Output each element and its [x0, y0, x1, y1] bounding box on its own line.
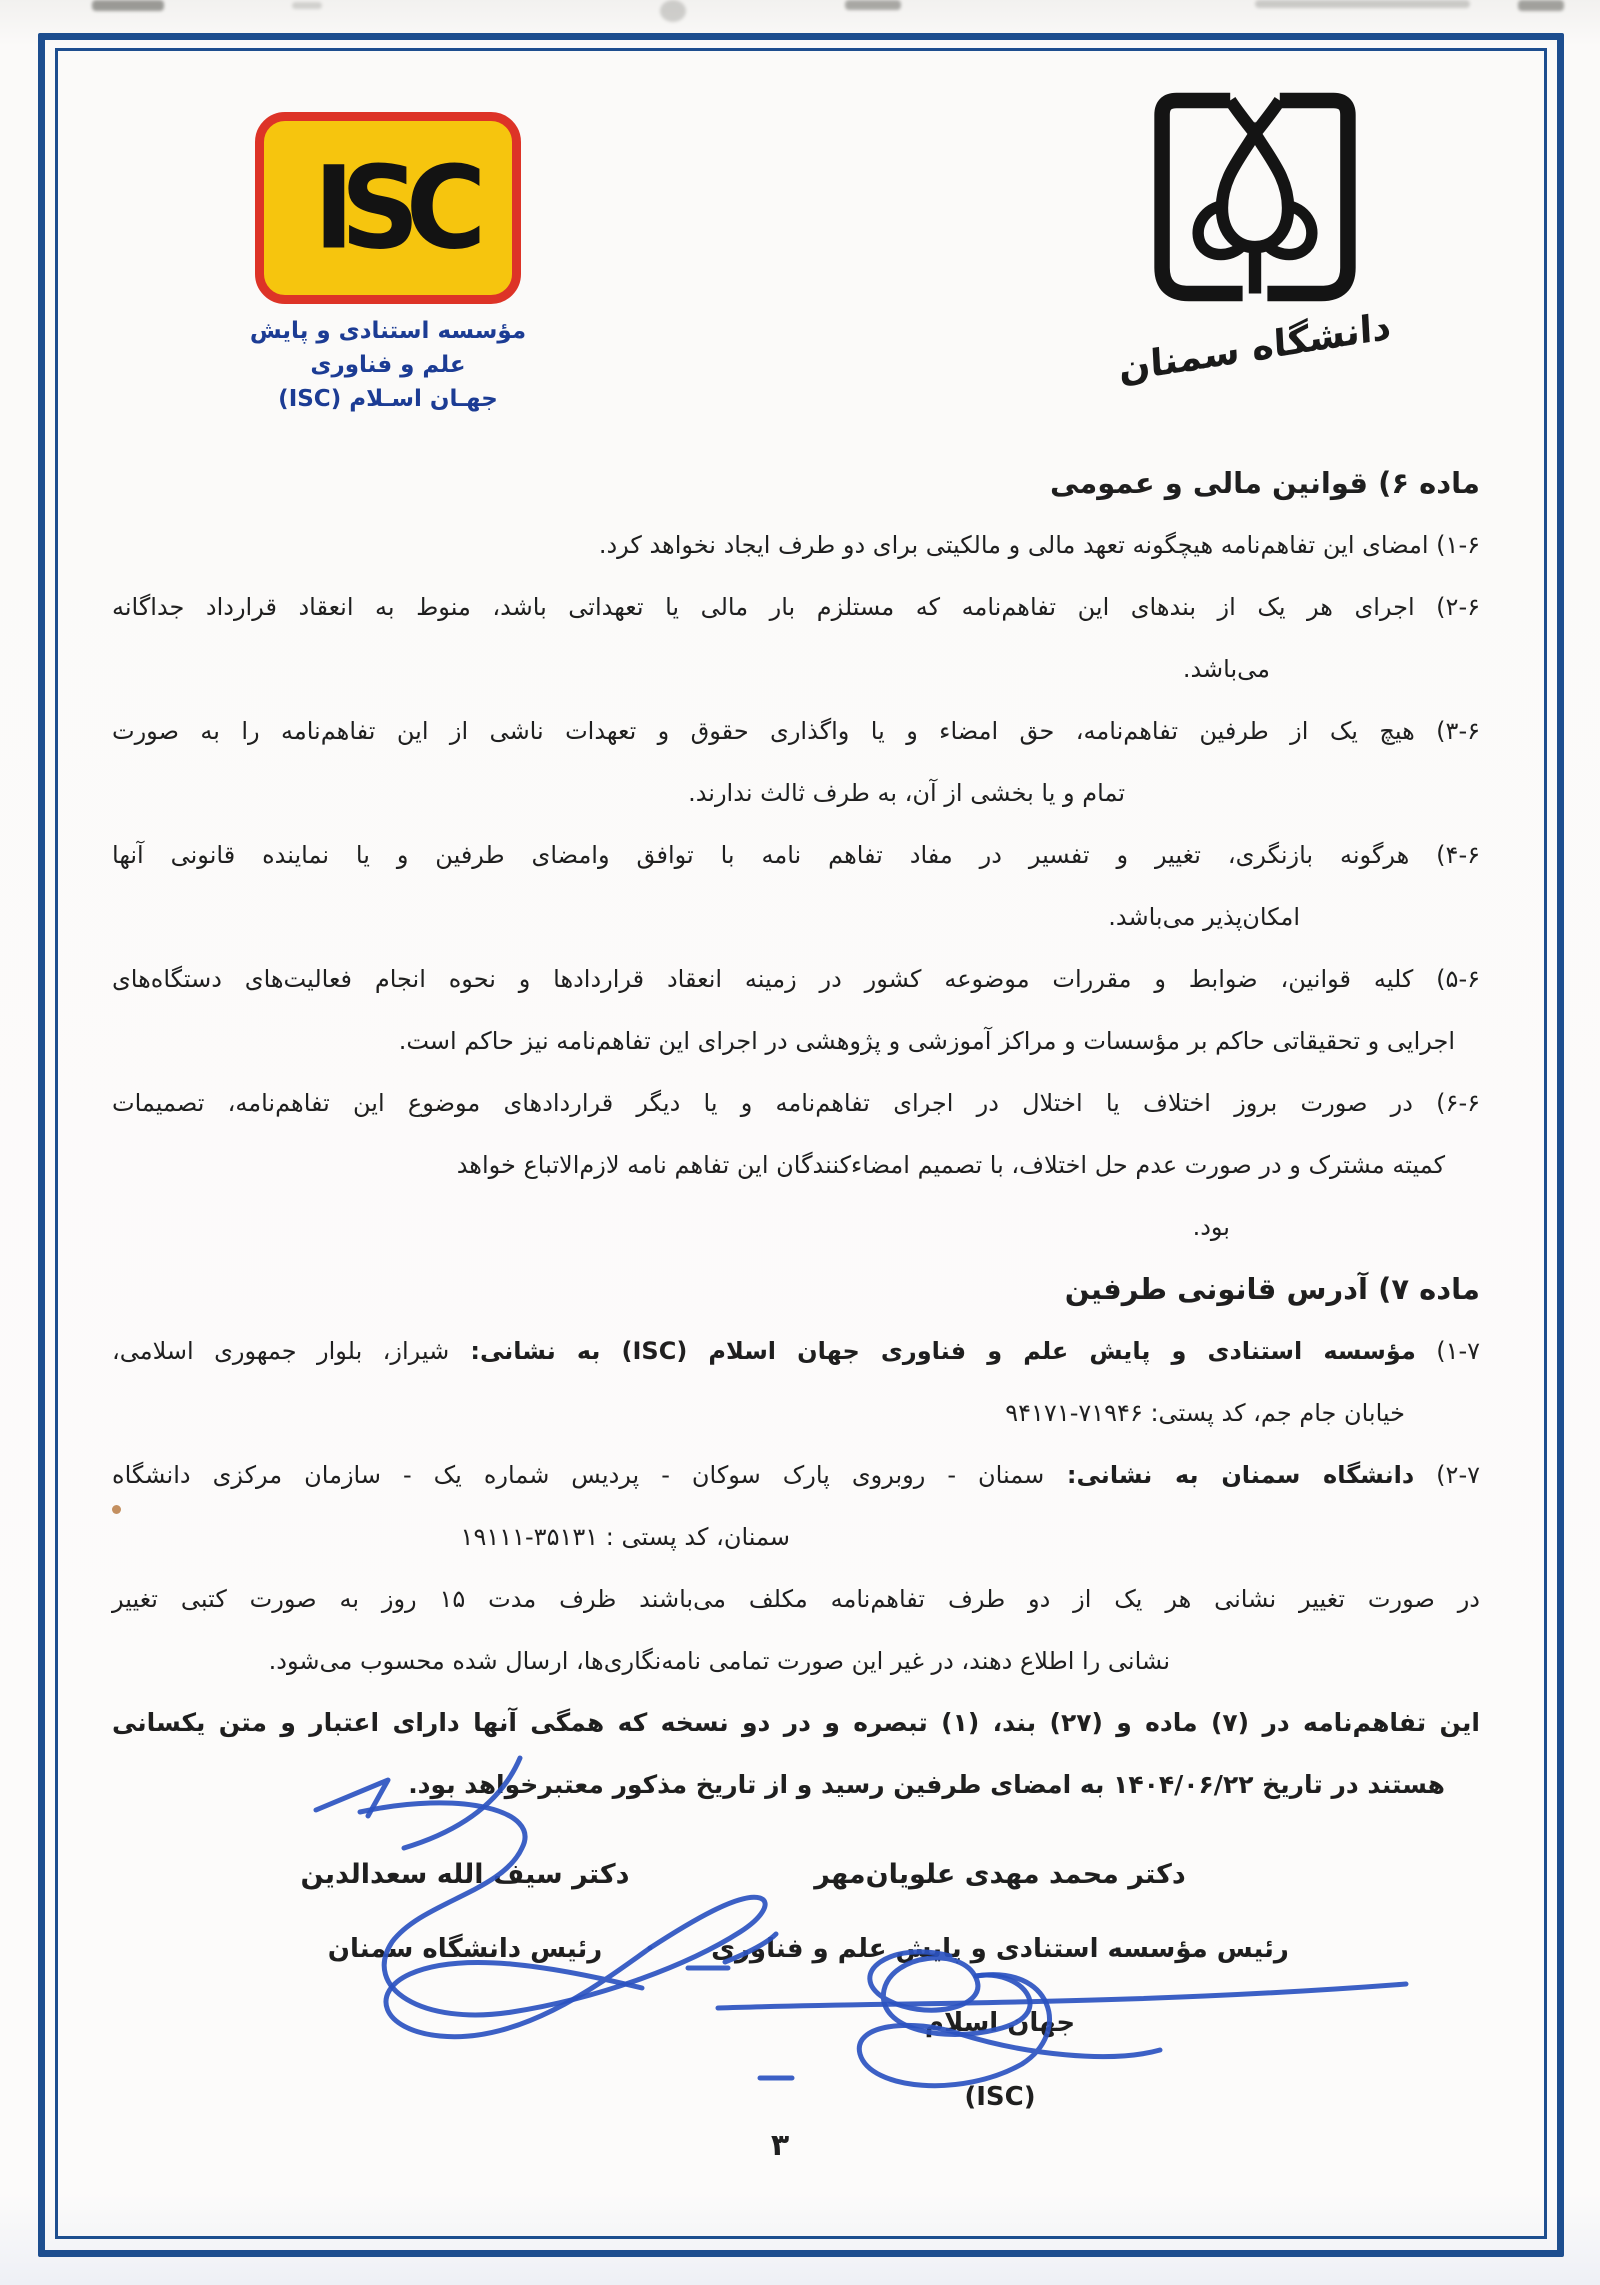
body-line: کمیته مشترک و در صورت عدم حل اختلاف، با تصمیم امضاءکنندگان این تفاهم نامه لازم‌الاتباع خواهد [456, 1151, 1445, 1179]
isc-signatory-name: دکتر محمد مهدی علویان‌مهر [814, 1859, 1186, 1890]
body-line: خیابان جام جم، کد پستی: ۷۱۹۴۶-۹۴۱۷۱ [1005, 1399, 1405, 1427]
semnan-signatory-role: رئیس دانشگاه سمنان [327, 1934, 603, 1964]
article6-title: ماده ۶) قوانین مالی و عمومی [1049, 466, 1480, 500]
body-line: ۶‏-‏۶) در صورت بروز اختلاف یا اختلال در اجرای تفاهم‌نامه و یا دیگر قراردادهای موضوع این تفاهم‌نامه، تصمیمات [112, 1089, 1480, 1117]
isc-caption-line1: مؤسسه استنادی و پایش علم و فناوری [249, 318, 527, 378]
body-line [112, 1444, 1480, 1506]
body-line-segment: سمنان - روبروی پارک سوکان - پردیس شماره یک - سازمان مرکزی دانشگاه [112, 1461, 1045, 1489]
scan-smudge [1518, 0, 1564, 11]
scan-smudge [845, 0, 901, 10]
body-line: در صورت تغییر نشانی هر یک از دو طرف تفاهم‌نامه مکلف می‌باشند ظرف مدت ۱۵ روز به صورت کتبی تغییر [112, 1585, 1480, 1613]
isc-signatory-role: رئیس مؤسسه استنادی و پایش علم و فناوری جهان اسلام [711, 1934, 1289, 2038]
semnan-calligraphy-name: دانشگاه سمنان [1117, 304, 1393, 391]
body-line: امکان‌پذیر می‌باشد. [1108, 903, 1300, 931]
body-line-segment: مؤسسه استنادی و پایش علم و فناوری جهان اسلام (ISC) به نشانی: [449, 1337, 1416, 1365]
isc-logo-badge [255, 112, 521, 304]
body-line: هستند در تاریخ ۱۴۰۴/۰۶/۲۲ به امضای طرفین رسید و از تاریخ مذکور معتبرخواهد بود. [408, 1770, 1445, 1799]
semnan-signatory-name: دکتر سیف الله سعدالدین [300, 1859, 630, 1890]
body-line: ۶‏-‏۲) اجرای هر یک از بندهای این تفاهم‌نامه که مستلزم بار مالی یا تعهداتی باشد، منوط به انعقاد قرارداد جداگانه [112, 593, 1480, 621]
article6-lines [112, 514, 1480, 1258]
article7-lines [112, 1320, 1480, 1692]
body-line: ۶‏-‏۴) هرگونه بازنگری، تغییر و تفسیر در مفاد تفاهم نامه با توافق وامضای طرفین و یا نماینده قانونی آنها [112, 841, 1480, 869]
body-line-segment: ۷‏-‏۲) [1414, 1461, 1480, 1489]
page-number: ۳ [770, 2128, 790, 2163]
scan-smudge [660, 0, 686, 22]
body-line-segment: شیراز، بلوار جمهوری اسلامی، [112, 1337, 450, 1365]
body-line: سمنان، کد پستی : ۳۵۱۳۱-۱۹۱۱۱ [460, 1523, 790, 1551]
scan-smudge [1255, 0, 1470, 8]
body-line-segment: ۷‏-‏۱) [1415, 1337, 1481, 1365]
scan-smudge [92, 0, 164, 11]
scan-smudge [292, 2, 322, 9]
body-line: ۶‏-‏۱) امضای این تفاهم‌نامه هیچگونه تعهد مالی و مالکیتی برای دو طرف ایجاد نخواهد کرد. [598, 531, 1480, 559]
closing-paragraph [112, 1692, 1480, 1816]
semnan-logo-block [1085, 86, 1425, 391]
isc-logo-block [248, 112, 528, 416]
isc-signature-block [680, 1838, 1320, 2134]
semnan-university-emblem-icon [1129, 86, 1381, 308]
isc-caption-line2: جهـان اسـلام (ISC) [278, 386, 498, 412]
body-line-segment: دانشگاه سمنان به نشانی: [1044, 1461, 1415, 1489]
body-line: می‌باشد. [1182, 655, 1270, 683]
document-body [112, 452, 1480, 1816]
article7-title: ماده ۷) آدرس قانونی طرفین [1064, 1272, 1480, 1306]
body-line: ۶‏-‏۳) هیچ یک از طرفین تفاهم‌نامه، حق امضاء و یا واگذاری حقوق و تعهدات ناشی از این تفاهم‌نامه را به صورت [112, 717, 1480, 745]
body-line: این تفاهم‌نامه در (۷) ماده و (۲۷) بند، (۱) تبصره و در دو نسخه که همگی آنها دارای اعتبار و متن یکسانی [112, 1708, 1480, 1737]
body-line: نشانی را اطلاع دهند، در غیر این صورت تمامی نامه‌نگاری‌ها، ارسال شده محسوب می‌شود. [268, 1647, 1170, 1675]
body-line: بود. [1192, 1213, 1230, 1241]
body-line: اجرایی و تحقیقاتی حاکم بر مؤسسات و مراکز آموزشی و پژوهشی در اجرای این تفاهم‌نامه نیز حاکم است. [398, 1027, 1455, 1055]
isc-signatory-org: (ISC) [964, 2082, 1036, 2112]
semnan-signature-block [240, 1838, 690, 1986]
body-line: ۶‏-‏۵) کلیه قوانین، ضوابط و مقررات موضوعه کشور در زمینه انعقاد قراردادها و نحوه انجام فعالیت‌های دستگاه‌های [112, 965, 1480, 993]
isc-logo-icon: ISC [313, 141, 473, 275]
body-line [112, 1320, 1480, 1382]
body-line: تمام و یا بخشی از آن، به طرف ثالث ندارند. [688, 779, 1125, 807]
